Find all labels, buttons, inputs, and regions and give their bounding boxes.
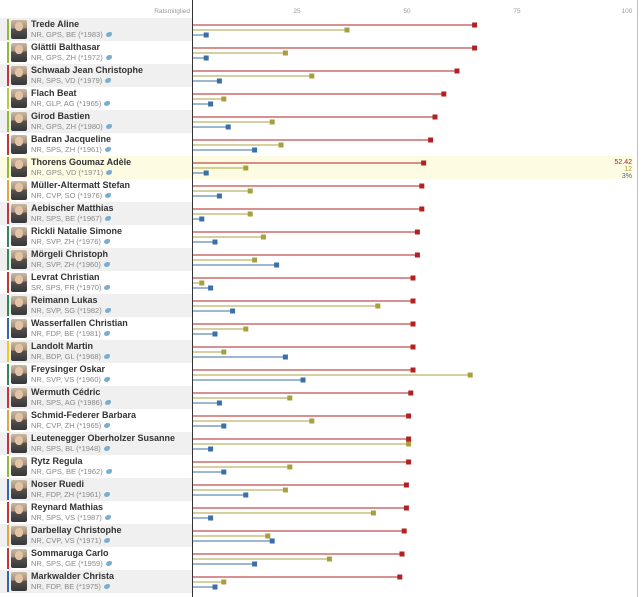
member-cell (0, 202, 192, 225)
member-name[interactable]: Schwaab Jean Christophe (31, 65, 144, 75)
avatar-face (15, 275, 23, 284)
member-info-text: NR, SVP, ZH (*1976) (31, 237, 101, 246)
member-info (31, 260, 110, 269)
member-info-text: NR, CVP, SO (*1976) (31, 191, 103, 200)
table-row[interactable] (0, 363, 644, 386)
party-color-bar (7, 479, 9, 500)
table-row[interactable] (0, 547, 644, 570)
avatar (11, 526, 27, 545)
twitter-bird-icon[interactable] (104, 101, 110, 106)
twitter-bird-icon[interactable] (106, 55, 112, 60)
avatar (11, 434, 27, 453)
twitter-bird-icon[interactable] (104, 377, 110, 382)
member-info (31, 398, 111, 407)
twitter-bird-icon[interactable] (104, 331, 110, 336)
avatar (11, 411, 27, 430)
avatar (11, 250, 27, 269)
member-info-text: NR, SVP, SG (*1982) (31, 306, 102, 315)
table-row[interactable] (0, 156, 644, 179)
member-name[interactable]: Glättli Balthasar (31, 42, 101, 52)
twitter-bird-icon[interactable] (104, 446, 110, 451)
avatar (11, 20, 27, 39)
member-cell (0, 570, 192, 593)
member-info-text: NR, CVP, ZH (*1965) (31, 421, 102, 430)
avatar-face (15, 482, 23, 491)
twitter-bird-icon[interactable] (104, 492, 110, 497)
member-info-text: NR, GLP, AG (*1965) (31, 99, 102, 108)
member-info (31, 145, 111, 154)
party-color-bar (7, 19, 9, 40)
axis-tick-label: 25 (293, 8, 301, 15)
table-row[interactable] (0, 41, 644, 64)
plot-cell (193, 432, 633, 455)
highlight-value-2: 12 (624, 166, 632, 173)
member-info (31, 536, 110, 545)
avatar-face (15, 22, 23, 31)
plot-cell (193, 225, 633, 248)
plot-cell (193, 524, 633, 547)
member-cell (0, 87, 192, 110)
member-info-text: NR, GPS, BE (*1983) (31, 30, 103, 39)
plot-cell (193, 501, 633, 524)
member-info (31, 53, 112, 62)
avatar (11, 273, 27, 292)
twitter-bird-icon[interactable] (105, 308, 111, 313)
member-info (31, 559, 112, 568)
member-cell (0, 363, 192, 386)
twitter-bird-icon[interactable] (104, 538, 110, 543)
member-info (31, 99, 110, 108)
party-color-bar (7, 571, 9, 592)
party-color-bar (7, 525, 9, 546)
member-info (31, 30, 112, 39)
twitter-bird-icon[interactable] (106, 561, 112, 566)
axis-tick-label: 50 (403, 8, 411, 15)
avatar-face (15, 206, 23, 215)
member-cell (0, 409, 192, 432)
member-info (31, 421, 110, 430)
table-row[interactable] (0, 64, 644, 87)
avatar-face (15, 390, 23, 399)
party-color-bar (7, 226, 9, 247)
plot-cell (193, 110, 633, 133)
column-header-member[interactable]: Ratsmitglied (154, 8, 190, 15)
member-name[interactable]: Rickli Natalie Simone (31, 226, 123, 236)
avatar-face (15, 183, 23, 192)
twitter-bird-icon[interactable] (104, 584, 110, 589)
member-info (31, 283, 110, 292)
twitter-bird-icon[interactable] (105, 216, 111, 221)
table-row[interactable] (0, 432, 644, 455)
twitter-bird-icon[interactable] (104, 262, 110, 267)
avatar (11, 572, 27, 591)
member-info (31, 375, 110, 384)
member-name[interactable]: Trede Aline (31, 19, 80, 29)
highlight-value-1: 52.42 (614, 159, 632, 166)
avatar-face (15, 413, 23, 422)
party-color-bar (7, 111, 9, 132)
avatar (11, 365, 27, 384)
member-info-text: NR, SPS, BL (*1948) (31, 444, 101, 453)
avatar (11, 112, 27, 131)
avatar-face (15, 45, 23, 54)
member-cell (0, 18, 192, 41)
member-cell (0, 501, 192, 524)
member-name[interactable]: Wermuth Cédric (31, 387, 101, 397)
member-cell (0, 386, 192, 409)
party-color-bar (7, 249, 9, 270)
member-info-text: NR, FDP, BE (*1981) (31, 329, 101, 338)
member-info-text: SR, SPS, FR (*1970) (31, 283, 102, 292)
member-info (31, 352, 110, 361)
table-row[interactable] (0, 87, 644, 110)
member-info-text: NR, FDP, ZH (*1961) (31, 490, 101, 499)
member-cell (0, 478, 192, 501)
avatar-face (15, 114, 23, 123)
member-name[interactable]: Landolt Martin (31, 341, 93, 351)
avatar (11, 342, 27, 361)
avatar (11, 296, 27, 315)
twitter-bird-icon[interactable] (106, 469, 112, 474)
avatar-face (15, 459, 23, 468)
member-info (31, 191, 111, 200)
party-color-bar (7, 42, 9, 63)
table-header (0, 0, 644, 18)
party-color-bar (7, 203, 9, 224)
party-color-bar (7, 88, 9, 109)
avatar (11, 135, 27, 154)
avatar (11, 158, 27, 177)
twitter-bird-icon[interactable] (105, 515, 111, 520)
avatar-face (15, 68, 23, 77)
member-info-text: NR, SVP, ZH (*1960) (31, 260, 101, 269)
member-name[interactable]: Darbellay Christophe (31, 525, 122, 535)
member-name[interactable]: Aebischer Matthias (31, 203, 114, 213)
member-cell (0, 133, 192, 156)
table-row[interactable] (0, 317, 644, 340)
member-cell (0, 340, 192, 363)
table-row[interactable] (0, 133, 644, 156)
avatar (11, 181, 27, 200)
member-info-text: NR, GPS, BE (*1962) (31, 467, 103, 476)
avatar (11, 204, 27, 223)
avatar (11, 549, 27, 568)
member-info (31, 329, 110, 338)
member-info-text: NR, CVP, VS (*1971) (31, 536, 102, 545)
twitter-bird-icon[interactable] (105, 78, 111, 83)
member-name[interactable]: Noser Ruedi (31, 479, 85, 489)
avatar-face (15, 528, 23, 537)
twitter-bird-icon[interactable] (106, 32, 112, 37)
member-info (31, 76, 111, 85)
table-row[interactable] (0, 570, 644, 593)
avatar-face (15, 505, 23, 514)
party-color-bar (7, 548, 9, 569)
table-row[interactable] (0, 110, 644, 133)
member-info-text: NR, FDP, BE (*1975) (31, 582, 101, 591)
party-color-bar (7, 502, 9, 523)
member-cell (0, 317, 192, 340)
member-cell (0, 524, 192, 547)
table-row[interactable] (0, 386, 644, 409)
table-row[interactable] (0, 501, 644, 524)
member-name[interactable]: Schmid-Federer Barbara (31, 410, 137, 420)
twitter-bird-icon[interactable] (104, 423, 110, 428)
avatar-face (15, 321, 23, 330)
plot-cell (193, 64, 633, 87)
member-cell (0, 225, 192, 248)
member-name[interactable]: Müller-Altermatt Stefan (31, 180, 131, 190)
axis-baseline (192, 0, 193, 597)
party-color-bar (7, 157, 9, 178)
plot-cell (193, 363, 633, 386)
table-row[interactable] (0, 271, 644, 294)
member-cell (0, 110, 192, 133)
twitter-bird-icon[interactable] (105, 147, 111, 152)
party-color-bar (7, 433, 9, 454)
table-row[interactable] (0, 294, 644, 317)
member-name[interactable]: Freysinger Oskar (31, 364, 106, 374)
table-row[interactable] (0, 225, 644, 248)
member-info (31, 582, 110, 591)
plot-cell (193, 340, 633, 363)
member-name[interactable]: Markwalder Christa (31, 571, 115, 581)
avatar (11, 480, 27, 499)
member-info (31, 467, 112, 476)
plot-cell (193, 271, 633, 294)
plot-cell (193, 294, 633, 317)
avatar-face (15, 344, 23, 353)
member-cell (0, 156, 192, 179)
party-color-bar (7, 65, 9, 86)
table-row[interactable] (0, 248, 644, 271)
plot-cell (193, 41, 633, 64)
table-row[interactable] (0, 202, 644, 225)
member-name[interactable]: Rytz Regula (31, 456, 83, 466)
avatar-face (15, 298, 23, 307)
party-color-bar (7, 180, 9, 201)
twitter-bird-icon[interactable] (105, 193, 111, 198)
table-row[interactable] (0, 524, 644, 547)
member-info-text: NR, SPS, VS (*1987) (31, 513, 102, 522)
table-row[interactable] (0, 18, 644, 41)
member-name[interactable]: Reynard Mathias (31, 502, 104, 512)
twitter-bird-icon[interactable] (104, 285, 110, 290)
member-name[interactable]: Flach Beat (31, 88, 77, 98)
avatar (11, 43, 27, 62)
table-row[interactable] (0, 409, 644, 432)
member-info (31, 444, 110, 453)
member-cell (0, 294, 192, 317)
member-info-text: NR, SPS, ZH (*1961) (31, 145, 102, 154)
member-info (31, 122, 112, 131)
axis-max-line (637, 0, 638, 597)
member-info-text: NR, SPS, VD (*1979) (31, 76, 103, 85)
party-color-bar (7, 364, 9, 385)
member-name[interactable]: Sommaruga Carlo (31, 548, 109, 558)
member-info-text: NR, SVP, VS (*1960) (31, 375, 101, 384)
member-info (31, 306, 111, 315)
avatar (11, 66, 27, 85)
member-info (31, 237, 110, 246)
member-name[interactable]: Leutenegger Oberholzer Susanne (31, 433, 176, 443)
member-name[interactable]: Girod Bastien (31, 111, 91, 121)
avatar (11, 457, 27, 476)
member-name[interactable]: Thorens Goumaz Adèle (31, 157, 132, 167)
plot-cell (193, 87, 633, 110)
highlight-value-3: 3% (621, 173, 632, 180)
party-color-bar (7, 295, 9, 316)
member-name[interactable]: Mörgeli Christoph (31, 249, 108, 259)
avatar-face (15, 436, 23, 445)
plot-cell (193, 133, 633, 156)
member-info (31, 168, 112, 177)
member-info (31, 214, 111, 223)
member-name[interactable]: Levrat Christian (31, 272, 100, 282)
table-row[interactable] (0, 179, 644, 202)
avatar-face (15, 574, 23, 583)
twitter-bird-icon[interactable] (106, 170, 112, 175)
avatar-face (15, 160, 23, 169)
plot-cell (193, 18, 633, 41)
plot-cell (193, 409, 633, 432)
member-info (31, 513, 111, 522)
avatar-face (15, 367, 23, 376)
party-color-bar (7, 387, 9, 408)
party-color-bar (7, 456, 9, 477)
member-name[interactable]: Wasserfallen Christian (31, 318, 128, 328)
plot-cell (193, 202, 633, 225)
avatar (11, 89, 27, 108)
avatar (11, 388, 27, 407)
plot-cell (193, 386, 633, 409)
member-cell (0, 432, 192, 455)
twitter-bird-icon[interactable] (105, 400, 111, 405)
party-color-bar (7, 341, 9, 362)
member-cell (0, 248, 192, 271)
member-cell (0, 179, 192, 202)
party-color-bar (7, 272, 9, 293)
plot-cell (193, 570, 633, 593)
member-info-text: NR, GPS, ZH (*1972) (31, 53, 103, 62)
twitter-bird-icon[interactable] (104, 354, 110, 359)
avatar-face (15, 252, 23, 261)
member-cell (0, 455, 192, 478)
member-info-text: NR, SPS, GE (*1959) (31, 559, 103, 568)
member-cell (0, 271, 192, 294)
member-cell (0, 547, 192, 570)
plot-cell (193, 455, 633, 478)
member-name[interactable]: Reimann Lukas (31, 295, 98, 305)
avatar (11, 319, 27, 338)
avatar-face (15, 91, 23, 100)
party-color-bar (7, 134, 9, 155)
table-row[interactable] (0, 340, 644, 363)
member-info-text: NR, SPS, BE (*1967) (31, 214, 102, 223)
plot-cell (193, 179, 633, 202)
avatar (11, 227, 27, 246)
member-cell (0, 41, 192, 64)
axis-tick-label: 100 (621, 8, 633, 15)
member-info-text: NR, GPS, VD (*1971) (31, 168, 104, 177)
member-name[interactable]: Badran Jacqueline (31, 134, 112, 144)
plot-cell (193, 478, 633, 501)
member-cell (0, 64, 192, 87)
plot-cell (193, 248, 633, 271)
member-info-text: NR, GPS, ZH (*1980) (31, 122, 103, 131)
avatar-face (15, 229, 23, 238)
party-color-bar (7, 318, 9, 339)
axis-tick-label: 75 (513, 8, 521, 15)
member-info-text: NR, SPS, AG (*1986) (31, 398, 103, 407)
twitter-bird-icon[interactable] (106, 124, 112, 129)
table-row[interactable] (0, 455, 644, 478)
twitter-bird-icon[interactable] (104, 239, 110, 244)
member-info-text: NR, BDP, GL (*1968) (31, 352, 102, 361)
table-row[interactable] (0, 478, 644, 501)
avatar (11, 503, 27, 522)
plot-cell (193, 317, 633, 340)
avatar-face (15, 137, 23, 146)
plot-cell (193, 547, 633, 570)
plot-cell (193, 156, 633, 179)
avatar-face (15, 551, 23, 560)
party-color-bar (7, 410, 9, 431)
member-info (31, 490, 110, 499)
